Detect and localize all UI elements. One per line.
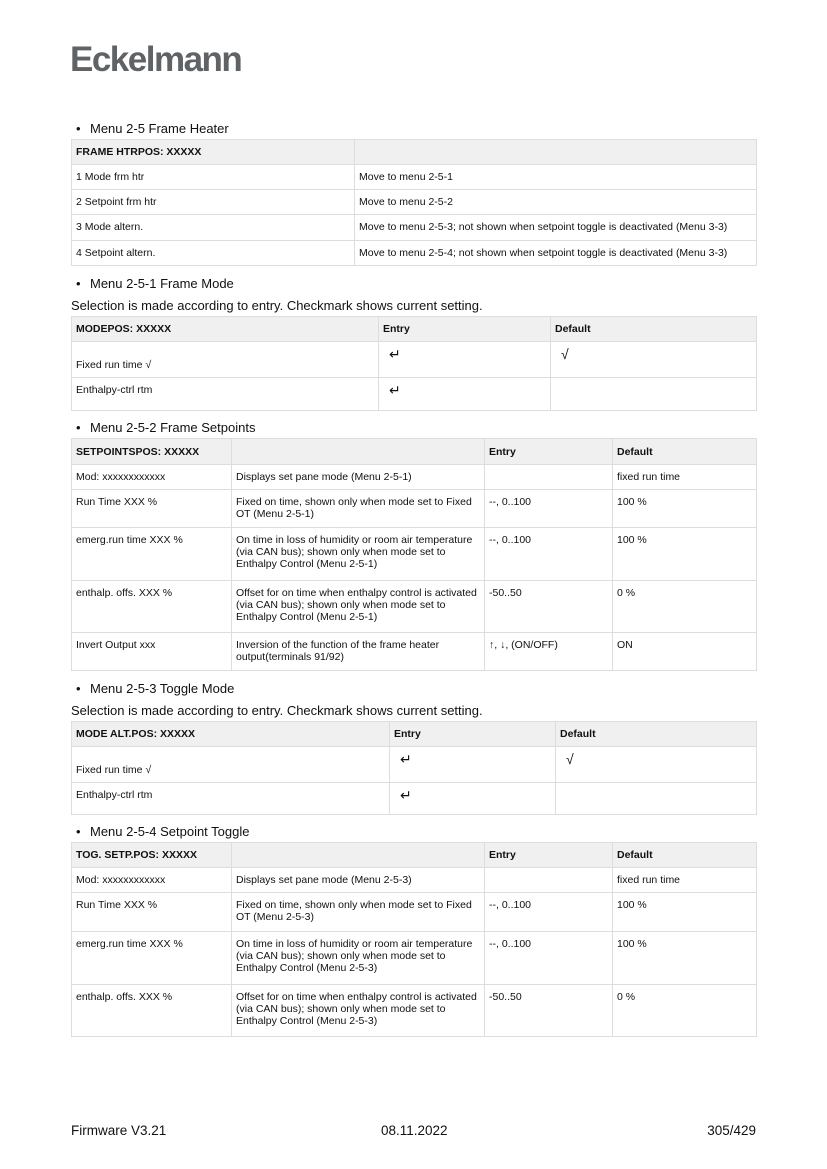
section-heading [76, 276, 234, 291]
table-header-row [72, 317, 757, 342]
menu-table [71, 842, 757, 1037]
table-cell [485, 868, 613, 893]
table-row [72, 868, 757, 893]
table-cell: emerg.run time XXX % [72, 932, 232, 985]
section-heading [76, 681, 234, 696]
table-cell: Enthalpy-ctrl rtm [72, 378, 379, 411]
table-cell: Offset for on time when enthalpy control is activated (via CAN bus); shown only when mode set to Enthalpy Control (Menu 2-5-1) [232, 581, 485, 633]
bullet: • [76, 276, 81, 291]
table-cell: Fixed on time, shown only when mode set to Fixed OT (Menu 2-5-3) [232, 893, 485, 932]
table-cell: Run Time XXX % [72, 490, 232, 528]
section-heading-text: Menu 2-5 Frame Heater [90, 121, 229, 136]
column-header: FRAME HTRPOS: XXXXX [72, 140, 355, 165]
table-row [72, 378, 757, 411]
table-cell: ON [613, 633, 757, 671]
footer-firmware: Firmware V3.21 [71, 1123, 167, 1138]
table-cell: enthalp. offs. XXX % [72, 581, 232, 633]
column-header: Entry [485, 439, 613, 465]
table-cell: enthalp. offs. XXX % [72, 985, 232, 1037]
table-cell: 100 % [613, 893, 757, 932]
table-cell: ↵ [379, 342, 551, 378]
menu-table [71, 721, 757, 815]
table-row [72, 893, 757, 932]
table-cell: 1 Mode frm htr [72, 165, 355, 190]
footer-page-number: 305/429 [707, 1123, 756, 1138]
table-row [72, 985, 757, 1037]
table-row [72, 747, 757, 783]
table-cell: --, 0..100 [485, 528, 613, 581]
section-heading-text: Menu 2-5-1 Frame Mode [90, 276, 234, 291]
table-cell: Fixed run time √ [72, 342, 379, 378]
bullet: • [76, 681, 81, 696]
column-header [355, 140, 757, 165]
table-row [72, 190, 757, 215]
section-description: Selection is made according to entry. Checkmark shows current setting. [71, 298, 483, 313]
table-cell: On time in loss of humidity or room air temperature (via CAN bus); shown only when mode set to Enthalpy Control (Menu 2-5-1) [232, 528, 485, 581]
table-cell: Displays set pane mode (Menu 2-5-3) [232, 868, 485, 893]
table-header-row [72, 140, 757, 165]
table-row [72, 165, 757, 190]
menu-table [71, 316, 757, 411]
section-heading-text: Menu 2-5-4 Setpoint Toggle [90, 824, 250, 839]
table-cell: √ [551, 342, 757, 378]
column-header [232, 843, 485, 868]
table-cell: Fixed on time, shown only when mode set to Fixed OT (Menu 2-5-1) [232, 490, 485, 528]
table-cell: Move to menu 2-5-4; not shown when setpoint toggle is deactivated (Menu 3-3) [355, 241, 757, 266]
table-cell: -50..50 [485, 985, 613, 1037]
table-cell: Mod: xxxxxxxxxxxx [72, 465, 232, 490]
section-heading [76, 121, 229, 136]
column-header: Default [613, 439, 757, 465]
table-row [72, 633, 757, 671]
table-cell [485, 465, 613, 490]
column-header: MODEPOS: XXXXX [72, 317, 379, 342]
table-cell: 3 Mode altern. [72, 215, 355, 241]
column-header [232, 439, 485, 465]
section-heading-text: Menu 2-5-3 Toggle Mode [90, 681, 235, 696]
table-cell: Offset for on time when enthalpy control is activated (via CAN bus); shown only when mode set to Enthalpy Control (Menu 2-5-3) [232, 985, 485, 1037]
footer-date: 08.11.2022 [381, 1123, 448, 1138]
table-row [72, 528, 757, 581]
table-row [72, 465, 757, 490]
table-cell: ↵ [390, 783, 556, 815]
section-heading [76, 824, 249, 839]
column-header: SETPOINTSPOS: XXXXX [72, 439, 232, 465]
table-row [72, 932, 757, 985]
table-cell: fixed run time [613, 465, 757, 490]
menu-table [71, 139, 757, 266]
table-row [72, 342, 757, 378]
table-row [72, 490, 757, 528]
table-row [72, 215, 757, 241]
table-cell: Move to menu 2-5-2 [355, 190, 757, 215]
table-cell: emerg.run time XXX % [72, 528, 232, 581]
table-cell: --, 0..100 [485, 490, 613, 528]
table-cell: Fixed run time √ [72, 747, 390, 783]
column-header: Entry [390, 722, 556, 747]
menu-table [71, 438, 757, 671]
table-cell: Move to menu 2-5-1 [355, 165, 757, 190]
table-cell: 0 % [613, 985, 757, 1037]
table-cell: --, 0..100 [485, 932, 613, 985]
table-cell [551, 378, 757, 411]
table-row [72, 241, 757, 266]
table-cell: Displays set pane mode (Menu 2-5-1) [232, 465, 485, 490]
table-header-row [72, 439, 757, 465]
column-header: Default [613, 843, 757, 868]
column-header: Default [551, 317, 757, 342]
table-cell: --, 0..100 [485, 893, 613, 932]
column-header: Entry [485, 843, 613, 868]
column-header: TOG. SETP.POS: XXXXX [72, 843, 232, 868]
table-cell: fixed run time [613, 868, 757, 893]
table-header-row [72, 843, 757, 868]
table-header-row [72, 722, 757, 747]
table-cell: On time in loss of humidity or room air temperature (via CAN bus); shown only when mode set to Enthalpy Control (Menu 2-5-3) [232, 932, 485, 985]
bullet: • [76, 420, 81, 435]
table-cell: 2 Setpoint frm htr [72, 190, 355, 215]
column-header: MODE ALT.POS: XXXXX [72, 722, 390, 747]
section-description: Selection is made according to entry. Checkmark shows current setting. [71, 703, 483, 718]
column-header: Default [556, 722, 757, 747]
table-cell: Mod: xxxxxxxxxxxx [72, 868, 232, 893]
table-row [72, 581, 757, 633]
table-cell: -50..50 [485, 581, 613, 633]
bullet: • [76, 824, 81, 839]
table-cell: Enthalpy-ctrl rtm [72, 783, 390, 815]
table-cell: 4 Setpoint altern. [72, 241, 355, 266]
column-header: Entry [379, 317, 551, 342]
table-row [72, 783, 757, 815]
table-cell: 100 % [613, 528, 757, 581]
bullet: • [76, 121, 81, 136]
table-cell: Invert Output xxx [72, 633, 232, 671]
table-cell [556, 783, 757, 815]
eckelmann-logo: Eckelmann [70, 40, 242, 79]
table-cell: ↑, ↓, (ON/OFF) [485, 633, 613, 671]
table-cell: Run Time XXX % [72, 893, 232, 932]
table-cell: ↵ [390, 747, 556, 783]
table-cell: 100 % [613, 490, 757, 528]
section-heading-text: Menu 2-5-2 Frame Setpoints [90, 420, 256, 435]
table-cell: Move to menu 2-5-3; not shown when setpoint toggle is deactivated (Menu 3-3) [355, 215, 757, 241]
table-cell: √ [556, 747, 757, 783]
table-cell: Inversion of the function of the frame heater output(terminals 91/92) [232, 633, 485, 671]
table-cell: ↵ [379, 378, 551, 411]
table-cell: 0 % [613, 581, 757, 633]
section-heading [76, 420, 255, 435]
table-cell: 100 % [613, 932, 757, 985]
